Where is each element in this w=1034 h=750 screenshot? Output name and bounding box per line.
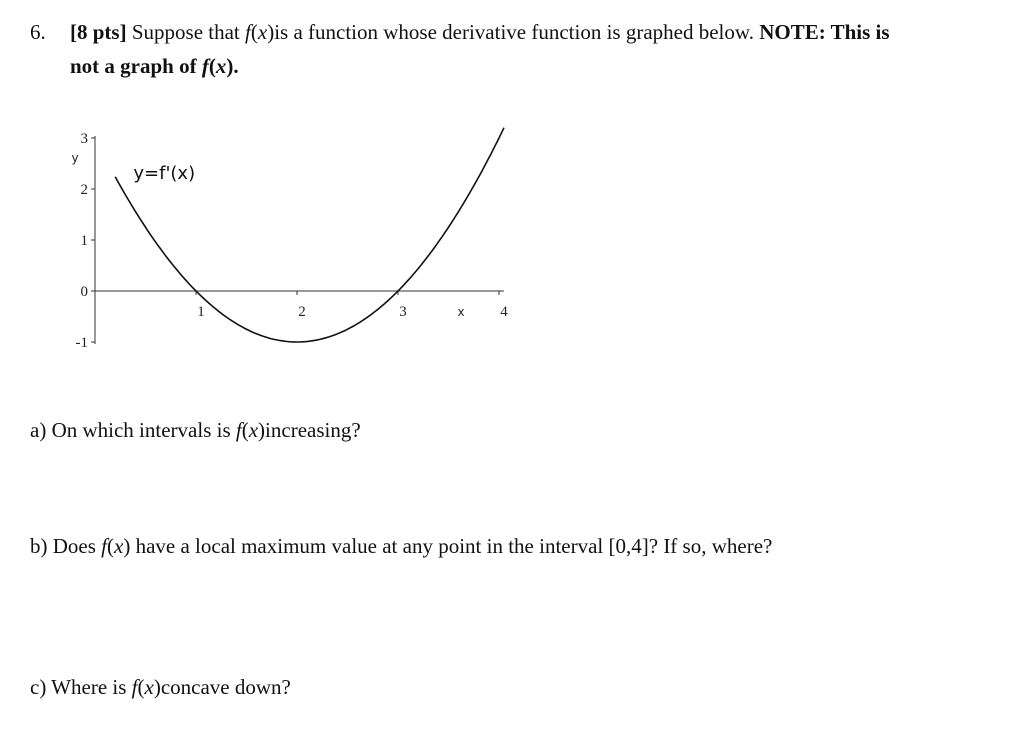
y-tick-label: -1 bbox=[75, 335, 88, 351]
fx-expression-c: f(x) bbox=[131, 675, 161, 699]
x-axis-label: x bbox=[457, 305, 465, 319]
question-c bbox=[30, 674, 291, 700]
y-axis-label: y bbox=[71, 151, 79, 165]
problem-description: is a function whose derivative function is graphed below. bbox=[274, 20, 754, 44]
fx-expression-note: f(x) bbox=[201, 54, 234, 78]
problem-number: 6. bbox=[30, 20, 46, 44]
fx-expression: f(x) bbox=[245, 20, 275, 44]
fx-expression-b: f(x) bbox=[101, 534, 131, 558]
y-tick-label: 2 bbox=[80, 182, 88, 198]
y-tick-label: 3 bbox=[80, 131, 88, 147]
fx-expression-a: f(x) bbox=[235, 418, 266, 442]
question-b-suffix: have a local maximum value at any point in the interval [0,4]? If so, where? bbox=[135, 534, 773, 558]
x-tick-label: 4 bbox=[500, 304, 508, 320]
question-a-suffix: increasing? bbox=[265, 418, 361, 442]
derivative-graph bbox=[40, 118, 540, 358]
x-tick-label: 3 bbox=[399, 304, 407, 320]
problem-note: NOTE: This is bbox=[759, 20, 890, 44]
problem-intro: Suppose that bbox=[131, 20, 240, 44]
problem-statement-line-1 bbox=[30, 19, 890, 45]
y-tick-label: 0 bbox=[80, 284, 88, 300]
question-b bbox=[30, 533, 772, 559]
curve-label: y=f'(x) bbox=[133, 162, 196, 184]
problem-points: [8 pts] bbox=[70, 20, 127, 44]
question-a bbox=[30, 417, 361, 443]
problem-statement-line-2: not a graph of f(x). bbox=[70, 54, 239, 78]
derivative-curve bbox=[115, 128, 504, 342]
y-tick-label: 1 bbox=[80, 233, 88, 249]
question-c-suffix: concave down? bbox=[160, 675, 291, 699]
x-tick-label: 1 bbox=[197, 304, 205, 320]
question-c-prefix: c) Where is bbox=[30, 675, 127, 699]
question-a-prefix: a) On which intervals is bbox=[30, 418, 231, 442]
x-tick-label: 2 bbox=[298, 304, 306, 320]
question-b-prefix: b) Does bbox=[30, 534, 96, 558]
problem-note-continued: not a graph of bbox=[70, 54, 197, 78]
